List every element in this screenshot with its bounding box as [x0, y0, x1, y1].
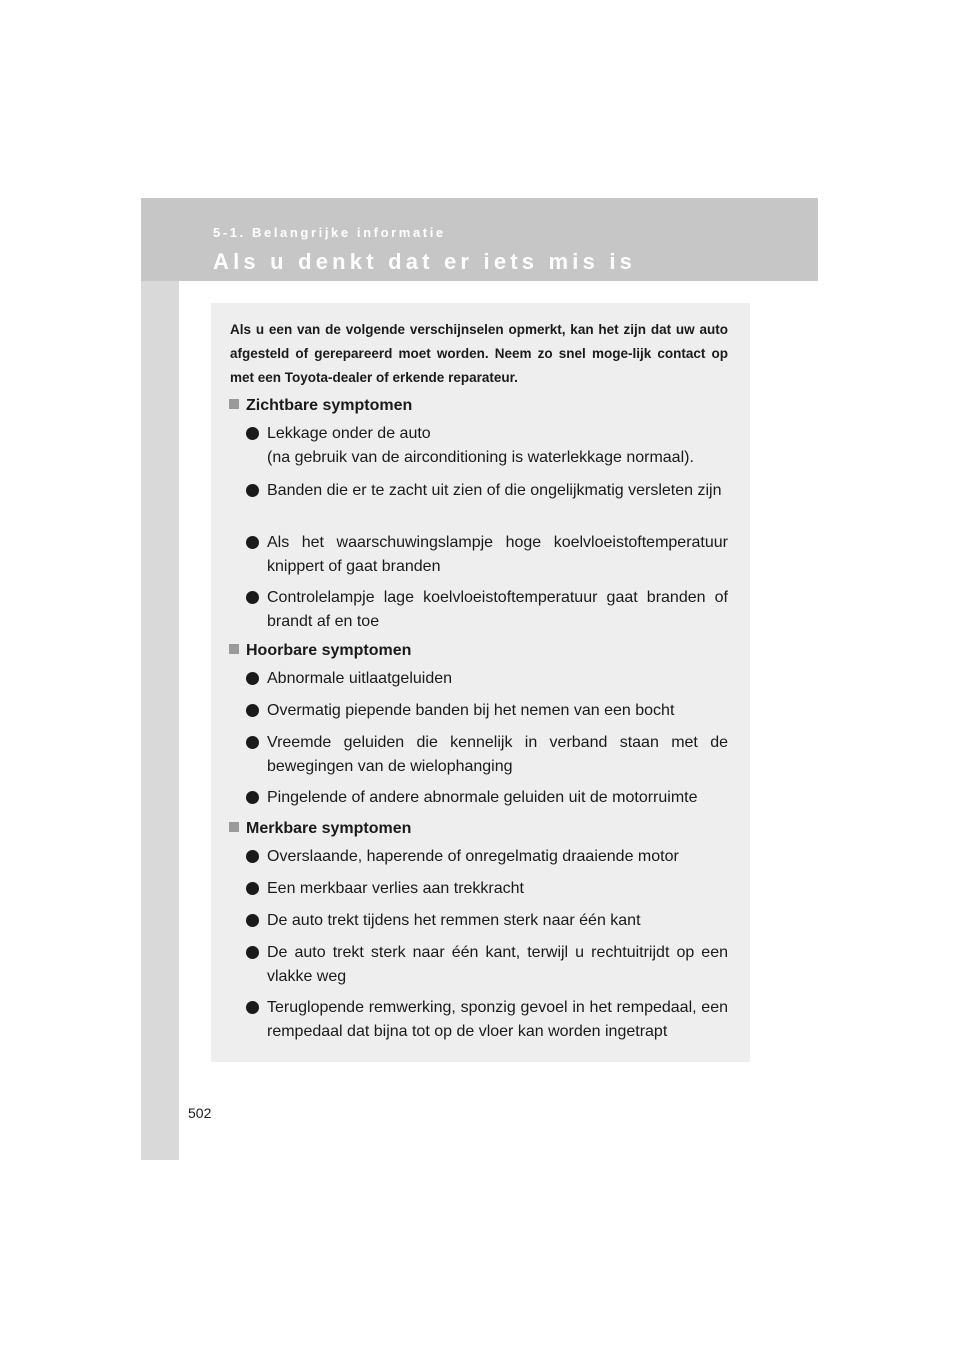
list-item: Controlelampje lage koelvloeistoftemperatuur gaat branden of brandt af en toe	[246, 586, 728, 634]
list-item: Vreemde geluiden die kennelijk in verband staan met de bewegingen van de wielophanging	[246, 731, 728, 779]
bullet-icon	[246, 484, 259, 497]
bullet-icon	[246, 736, 259, 749]
page-side-strip	[141, 198, 179, 1160]
square-bullet-icon	[229, 644, 239, 654]
list-item: Banden die er te zacht uit zien of die ongelijkmatig versleten zijn	[246, 479, 728, 503]
list-item: Een merkbaar verlies aan trekkracht	[246, 877, 728, 901]
bullet-icon	[246, 882, 259, 895]
category-heading-noticeable: Merkbare symptomen	[229, 820, 411, 838]
list-item: Teruglopende remwerking, sponzig gevoel in het rempedaal, een rempedaal dat bijna tot op de vloer kan worden ingetrapt	[246, 996, 728, 1044]
bullet-icon	[246, 791, 259, 804]
page-title: Als u denkt dat er iets mis is	[213, 249, 637, 274]
bullet-icon	[246, 1001, 259, 1014]
section-label: 5-1. Belangrijke informatie	[213, 225, 446, 240]
list-item: Overmatig piepende banden bij het nemen van een bocht	[246, 699, 728, 723]
page-number: 502	[188, 1105, 212, 1121]
bullet-icon	[246, 704, 259, 717]
bullet-icon	[246, 850, 259, 863]
category-heading-audible: Hoorbare symptomen	[229, 642, 411, 660]
list-item: Pingelende of andere abnormale geluiden uit de motorruimte	[246, 786, 728, 810]
bullet-icon	[246, 591, 259, 604]
list-item: Abnormale uitlaatgeluiden	[246, 667, 728, 691]
category-heading-visible: Zichtbare symptomen	[229, 397, 412, 415]
square-bullet-icon	[229, 399, 239, 409]
list-item: De auto trekt tijdens het remmen sterk naar één kant	[246, 909, 728, 933]
bullet-icon	[246, 946, 259, 959]
bullet-icon	[246, 536, 259, 549]
intro-text: Als u een van de volgende verschijnselen opmerkt, kan het zijn dat uw auto afgesteld of gerepareerd moet worden. Neem zo snel moge-lijk contact op met een Toyota-dealer of erkende reparateur.	[230, 322, 728, 385]
square-bullet-icon	[229, 822, 239, 832]
bullet-icon	[246, 914, 259, 927]
list-item: De auto trekt sterk naar één kant, terwijl u rechtuitrijdt op een vlakke weg	[246, 941, 728, 989]
list-item: Overslaande, haperende of onregelmatig draaiende motor	[246, 845, 728, 869]
bullet-icon	[246, 427, 259, 440]
list-item: Als het waarschuwingslampje hoge koelvloeistoftemperatuur knippert of gaat branden	[246, 531, 728, 579]
bullet-icon	[246, 672, 259, 685]
list-item: Lekkage onder de auto (na gebruik van de airconditioning is waterlekkage normaal).	[246, 422, 728, 470]
